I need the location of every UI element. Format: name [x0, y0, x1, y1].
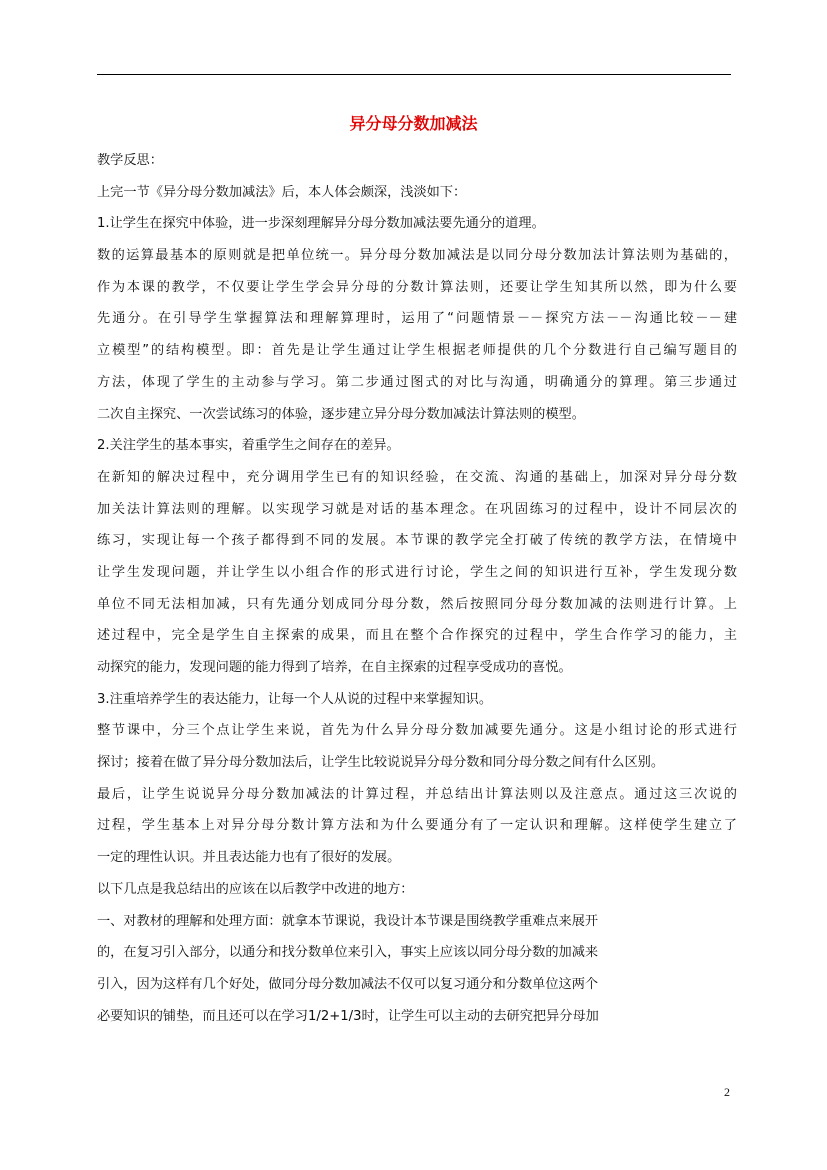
paragraph-line: 必要知识的铺垫，而且还可以在学习1/2+1/3时，让学生可以主动的去研究把异分母加	[97, 1008, 599, 1024]
paragraph-line: 加关法计算法则的理解。以实现学习就是对话的基本理念。在巩固练习的过程中，设计不同层次的	[97, 501, 737, 517]
paragraph-line: 立模型”的结构模型。即：首先是让学生通过让学生根据老师提供的几个分数进行自己编写题目的	[97, 343, 737, 359]
paragraph-line: 2.关注学生的基本事实，着重学生之间存在的差异。	[97, 438, 400, 454]
paragraph-line: 二次自主探究、一次尝试练习的体验，逐步建立异分母分数加减法计算法则的模型。	[97, 406, 585, 422]
paragraph-line: 方法，体现了学生的主动参与学习。第二步通过图式的对比与沟通，明确通分的算理。第三步通过	[97, 374, 737, 390]
paragraph-line: 练习，实现让每一个孩子都得到不同的发展。本节课的教学完全打破了传统的教学方法，在情境中	[97, 533, 737, 549]
paragraph-line: 作为本课的教学，不仅要让学生学会异分母的分数计算法则，还要让学生知其所以然，即为什么要	[97, 279, 737, 295]
paragraph-line: 以下几点是我总结出的应该在以后教学中改进的地方：	[97, 881, 414, 897]
paragraph-line: 引入，因为这样有几个好处，做同分母分数加减法不仅可以复习通分和分数单位这两个	[97, 976, 599, 992]
paragraph-line: 教学反思：	[97, 153, 163, 168]
paragraph-line: 一定的理性认识。并且表达能力也有了很好的发展。	[97, 850, 401, 866]
paragraph-line: 探讨；接着在做了异分母分数加法后，让学生比较说说异分母分数和同分母分数之间有什么区别。	[97, 755, 665, 771]
paragraph-line: 单位不同无法相加减，只有先通分划成同分母分数，然后按照同分母分数加减的法则进行计算。上	[97, 596, 737, 612]
header-rule	[97, 74, 731, 75]
paragraph-line: 过程，学生基本上对异分母分数计算方法和为什么要通分有了一定认识和理解。这样使学生建立了	[97, 818, 737, 834]
page-number: 2	[724, 1085, 730, 1099]
document-body	[97, 145, 737, 1032]
paragraph-line: 最后，让学生说说异分母分数加减法的计算过程，并总结出计算法则以及注意点。通过这三次说的	[97, 786, 737, 802]
paragraph-line: 一、对教材的理解和处理方面：就拿本节课说，我设计本节课是围绕教学重难点来展开	[97, 913, 599, 929]
paragraph-line: 让学生发现问题，并让学生以小组合作的形式进行讨论，学生之间的知识进行互补，学生发现分数	[97, 564, 737, 580]
document-title: 异分母分数加减法	[349, 114, 478, 133]
paragraph-line: 数的运算最基本的原则就是把单位统一。异分母分数加减法是以同分母分数加法计算法则为基础的，	[97, 248, 737, 264]
paragraph-line: 的，在复习引入部分，以通分和找分数单位来引入，事实上应该以同分母分数的加减来	[97, 945, 599, 961]
paragraph-line: 3.注重培养学生的表达能力，让每一个人从说的过程中来掌握知识。	[97, 691, 493, 707]
paragraph-line: 动探究的能力，发现问题的能力得到了培养，在自主探索的过程享受成功的喜悦。	[97, 660, 572, 675]
paragraph-line: 整节课中，分三个点让学生来说，首先为什么异分母分数加减要先通分。这是小组讨论的形式进行	[97, 723, 737, 739]
paragraph-line: 先通分。在引导学生掌握算法和理解算理时，运用了“问题情景－－探究方法－－沟通比较－－建	[97, 311, 737, 327]
paragraph-line: 1.让学生在探究中体验，进一步深刻理解异分母分数加减法要先通分的道理。	[97, 216, 545, 232]
paragraph-line: 在新知的解决过程中，充分调用学生已有的知识经验，在交流、沟通的基础上，加深对异分母分数	[97, 469, 737, 485]
paragraph-line: 述过程中，完全是学生自主探索的成果，而且在整个合作探究的过程中，学生合作学习的能力，主	[97, 628, 737, 644]
paragraph-line: 上完一节《异分母分数加减法》后，本人体会颇深，浅淡如下：	[97, 184, 467, 200]
